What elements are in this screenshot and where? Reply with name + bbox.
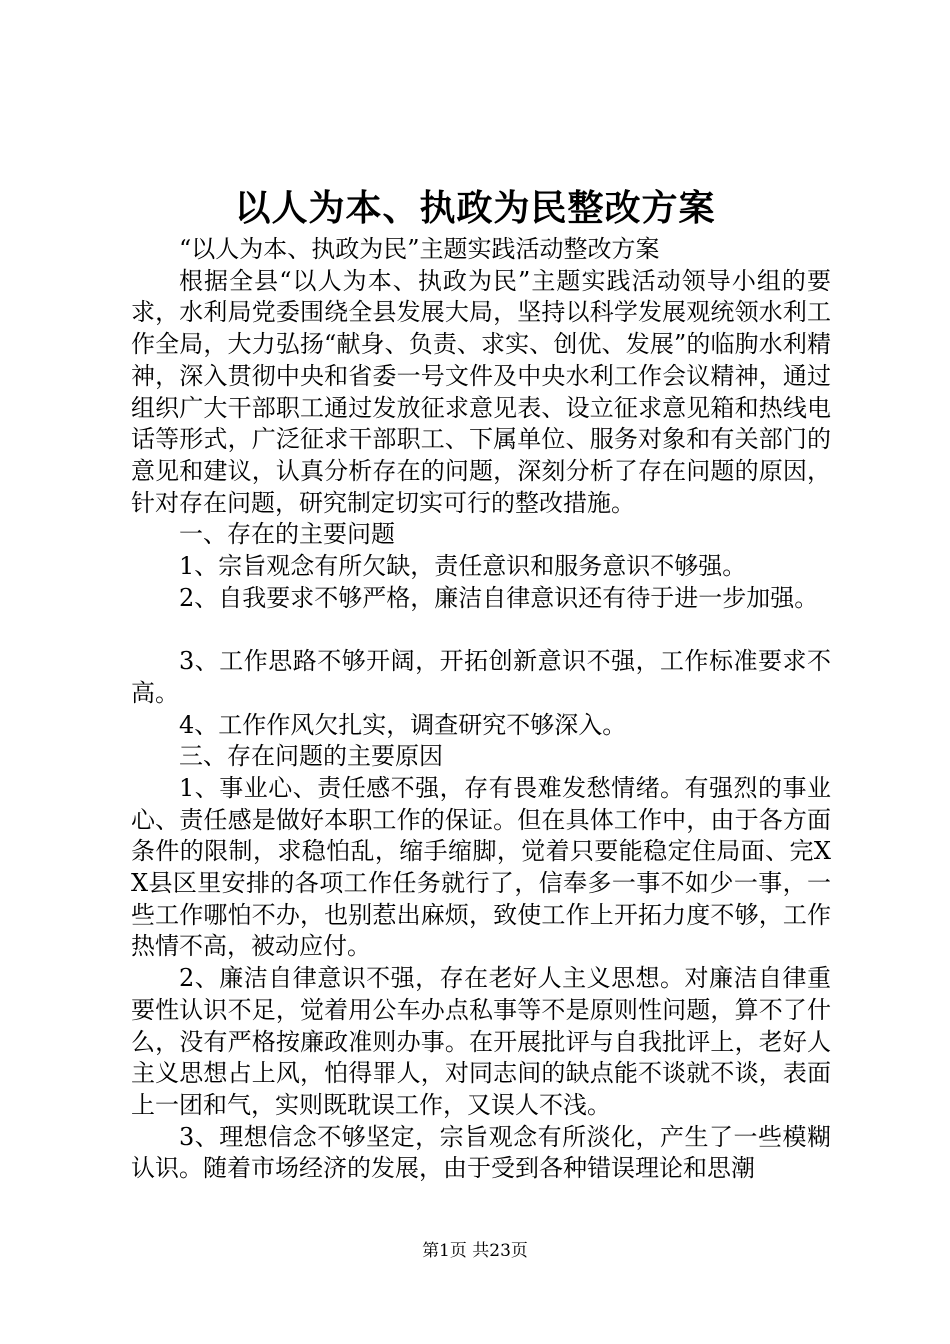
intro-paragraph: 根据全县“以人为本、执政为民”主题实践活动领导小组的要求，水利局党委围绕全县发展大局，坚持以科学发展观统领水利工作全局，大力弘扬“献身、负责、求实、创优、发展”的临朐水利精神，深入贯彻中央和省委一号文件及中央水利工作会议精神，通过组织广大干部职工通过发放征求意见表、设立征求意见箱和热线电话等形式，广泛征求干部职工、下属单位、服务对象和有关部门的意见和建议，认真分析存在的问题，深刻分析了存在问题的原因，针对存在问题，研究制定切实可行的整改措施。	[131, 266, 831, 517]
document-title: 以人为本、执政为民整改方案	[234, 187, 716, 229]
section-heading-problems: 一、存在的主要问题	[179, 520, 395, 549]
problem-item: 1、宗旨观念有所欠缺，责任意识和服务意识不够强。	[179, 552, 747, 581]
cause-paragraph: 3、理想信念不够坚定，宗旨观念有所淡化，产生了一些模糊认识。随着市场经济的发展，由于受到各种错误理论和思潮	[131, 1122, 831, 1183]
problem-item: 4、工作作风欠扎实，调查研究不够深入。	[179, 710, 627, 739]
problem-item: 2、自我要求不够严格，廉洁自律意识还有待于进一步加强。	[179, 583, 819, 612]
section-heading-causes: 三、存在问题的主要原因	[179, 742, 443, 771]
problem-item: 3、工作思路不够开阔，开拓创新意识不强，工作标准要求不高。	[131, 647, 831, 707]
document-body	[131, 234, 831, 1185]
document-subtitle: “以人为本、执政为民”主题实践活动整改方案	[179, 235, 660, 263]
cause-paragraph: 1、事业心、责任感不强，存有畏难发愁情绪。有强烈的事业心、责任感是做好本职工作的保证。但在具体工作中，由于各方面条件的限制，求稳怕乱，缩手缩脚，觉着只要能稳定住局面、完XX县区里安排的各项工作任务就行了，信奉多一事不如少一事，一些工作哪怕不办，也别惹出麻烦，致使工作上开拓力度不够，工作热情不高，被动应付。	[131, 773, 831, 961]
cause-paragraph: 2、廉洁自律意识不强，存在老好人主义思想。对廉洁自律重要性认识不足，觉着用公车办点私事等不是原则性问题，算不了什么，没有严格按廉政准则办事。在开展批评与自我批评上，老好人主义思想占上风，怕得罪人，对同志间的缺点能不谈就不谈，表面上一团和气，实则既耽误工作，又误人不浅。	[131, 964, 831, 1119]
page-footer: 第1页 共23页	[422, 1241, 528, 1261]
